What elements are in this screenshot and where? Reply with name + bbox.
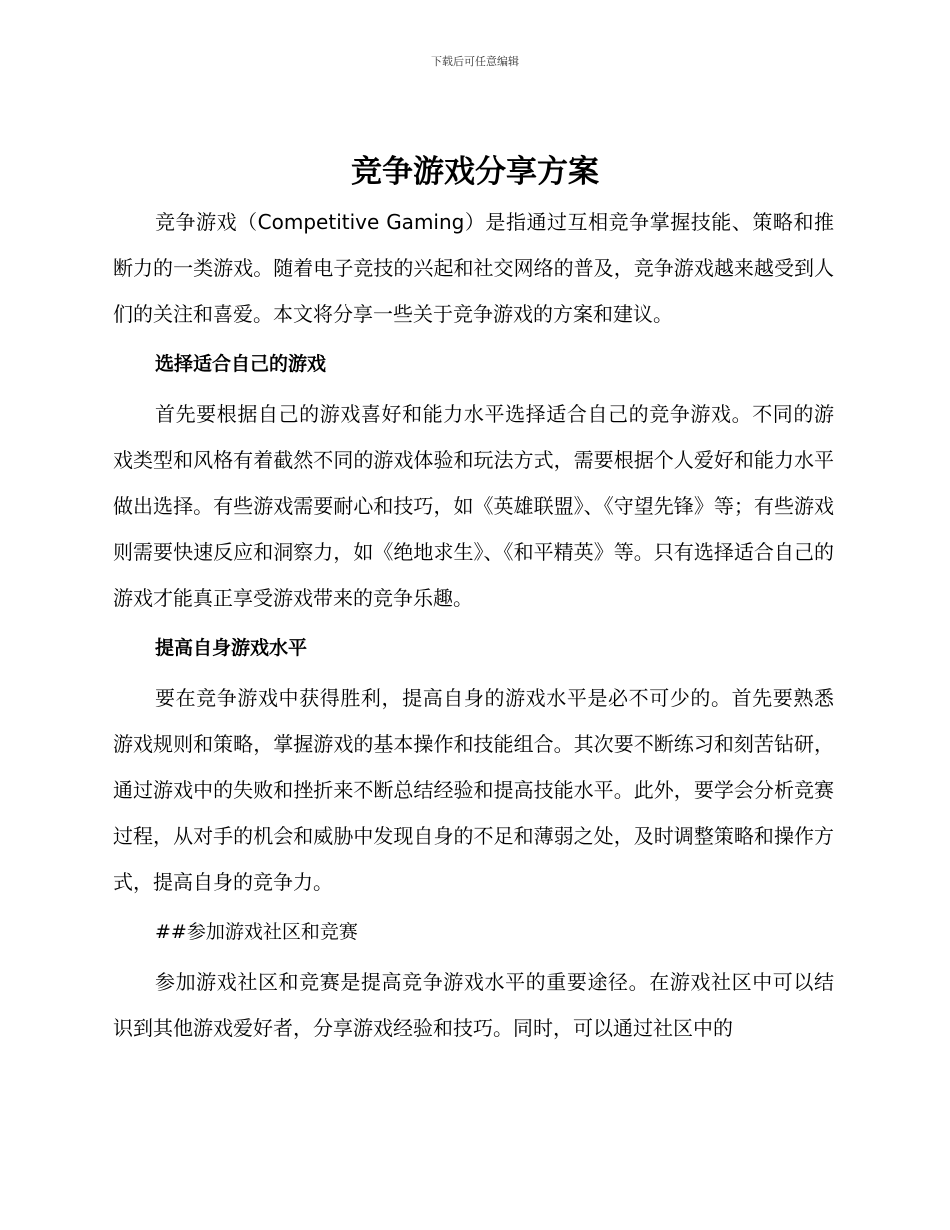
paragraph-community: 参加游戏社区和竞赛是提高竞争游戏水平的重要途径。在游戏社区中可以结识到其他游戏爱好者，分享游戏经验和技巧。同时，可以通过社区中的 (113, 970, 834, 1040)
section-heading-choose-game: 选择适合自己的游戏 (155, 353, 327, 375)
paragraph-choose-game: 首先要根据自己的游戏喜好和能力水平选择适合自己的竞争游戏。不同的游戏类型和风格有着截然不同的游戏体验和玩法方式，需要根据个人爱好和能力水平做出选择。有些游戏需要耐心和技巧，如《英雄联盟》、《守望先锋》等；有些游戏则需要快速反应和洞察力，如《绝地求生》、《和平精英》等。只有选择适合自己的游戏才能真正享受游戏带来的竞争乐趣。 (113, 402, 834, 610)
page-header: 下载后可任意编辑 (431, 55, 519, 68)
section-heading-improve-skill: 提高自身游戏水平 (155, 637, 308, 659)
section-heading-community: ##参加游戏社区和竞赛 (155, 921, 358, 943)
document-body (113, 199, 834, 1051)
intro-paragraph: 竞争游戏（Competitive Gaming）是指通过互相竞争掌握技能、策略和推断力的一类游戏。随着电子竞技的兴起和社交网络的普及，竞争游戏越来越受到人们的关注和喜爱。本文将分享一些关于竞争游戏的方案和建议。 (113, 210, 834, 326)
paragraph-improve-skill: 要在竞争游戏中获得胜利，提高自身的游戏水平是必不可少的。首先要熟悉游戏规则和策略，掌握游戏的基本操作和技能组合。其次要不断练习和刻苦钻研，通过游戏中的失败和挫折来不断总结经验和提高技能水平。此外，要学会分析竞赛过程，从对手的机会和威胁中发现自身的不足和薄弱之处，及时调整策略和操作方式，提高自身的竞争力。 (113, 686, 834, 894)
document-title: 竞争游戏分享方案 (351, 154, 599, 190)
